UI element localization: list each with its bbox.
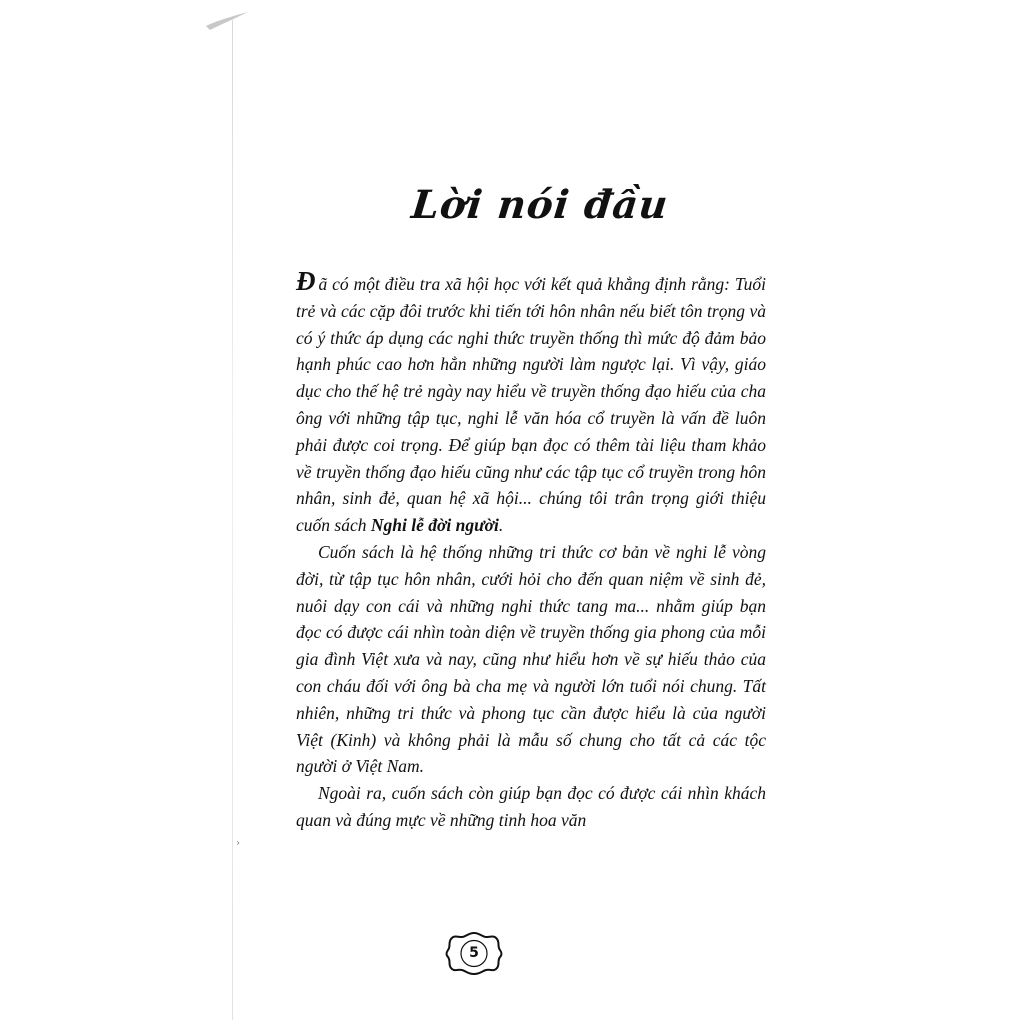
page-number-badge — [444, 930, 504, 976]
paragraph-1 — [296, 266, 766, 539]
page-number: 5 — [469, 945, 479, 961]
drop-cap: Đ — [296, 266, 316, 296]
page-edge-line — [232, 20, 233, 1020]
paragraph-1-end: . — [498, 515, 504, 536]
corner-smudge-icon — [204, 10, 250, 32]
paragraph-2: Cuốn sách là hệ thống những tri thức cơ bản về nghi lễ vòng đời, từ tập tục hôn nhân, cưới hỏi cho đến quan niệm về sinh đẻ, nuôi dạy con cái và những nghi thức tang ma... nhằm giúp bạn đọc có được cái nhìn toàn diện về truyền thống gia phong của mỗi gia đình Việt xưa và nay, cũng như hiểu hơn về sự hiếu thảo của con cháu đối với ông bà cha mẹ và người lớn tuổi nói chung. Tất nhiên, những tri thức và phong tục cần được hiểu là của người Việt (Kinh) và không phải là mẫu số chung cho tất cả các tộc người ở Việt Nam. — [296, 541, 766, 777]
chapter-title: Lời nói đầu — [409, 182, 671, 228]
book-title: Nghi lễ đời người — [370, 515, 499, 536]
body-text — [296, 266, 766, 834]
paragraph-3: Ngoài ra, cuốn sách còn giúp bạn đọc có được cái nhìn khách quan và đúng mực về những tinh hoa văn — [296, 783, 766, 830]
paragraph-1-text: ã có một điều tra xã hội học với kết quả khẳng định rằng: Tuổi trẻ và các cặp đôi trước khi tiến tới hôn nhân nếu biết tôn trọng và có ý thức áp dụng các nghi thức truyền thống thì mức độ đảm bảo hạnh phúc cao hơn hẳn những người làm ngược lại. Vì vậy, giáo dục cho thế hệ trẻ ngày nay hiểu về truyền thống đạo hiếu của cha ông với những tập tục, nghi lễ văn hóa cổ truyền là vấn đề luôn phải được coi trọng. Để giúp bạn đọc có thêm tài liệu tham khảo về truyền thống đạo hiếu cũng như các tập tục cổ truyền trong hôn nhân, sinh đẻ, quan hệ xã hội... chúng tôi trân trọng giới thiệu cuốn sách — [296, 274, 766, 536]
tick-mark-icon: › — [236, 838, 240, 849]
